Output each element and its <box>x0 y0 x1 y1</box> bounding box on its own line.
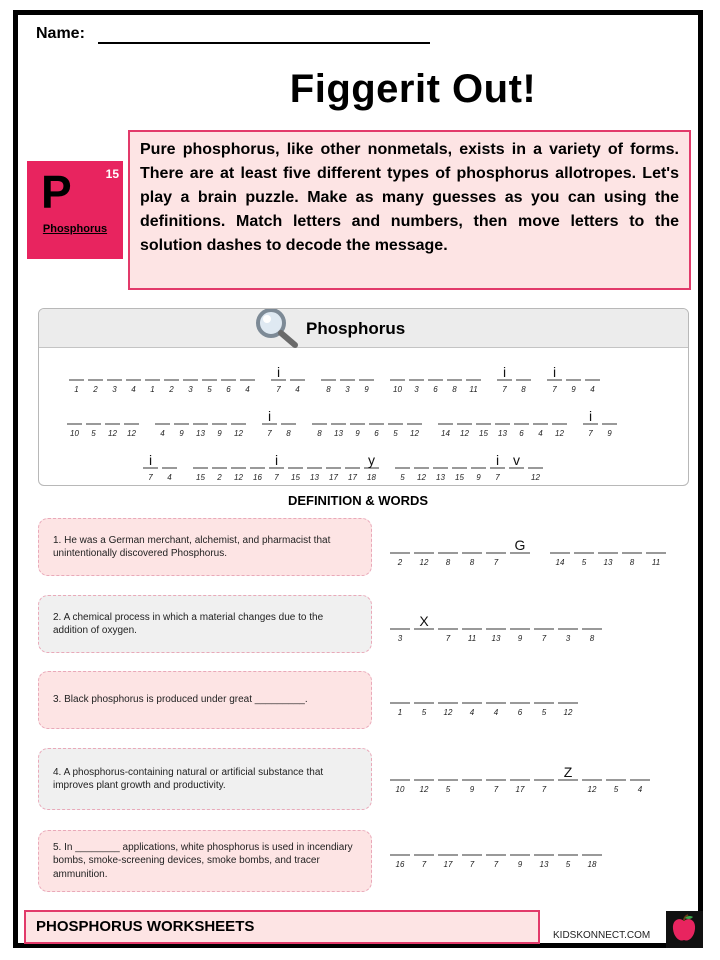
puzzle-number: 1 <box>74 385 79 394</box>
puzzle-blank[interactable] <box>447 380 462 394</box>
answer-4-blank[interactable] <box>606 780 626 794</box>
name-label: Name: <box>36 25 85 42</box>
puzzle-blank[interactable] <box>359 380 374 394</box>
puzzle-blank[interactable] <box>174 424 189 438</box>
answer-5-number: 18 <box>587 860 597 869</box>
answer-4-blank[interactable] <box>462 780 482 794</box>
puzzle-blank[interactable] <box>240 380 255 394</box>
answer-1-blank[interactable] <box>622 553 642 567</box>
puzzle-number: 10 <box>70 429 79 438</box>
clue-1: 1. He was a German merchant, alchemist, and pharmacist that unintentionally discovered Phosphorus. <box>38 518 372 576</box>
puzzle-number: 4 <box>590 385 595 394</box>
answer-4-blank[interactable] <box>414 780 434 794</box>
answer-1-blank[interactable] <box>510 537 530 553</box>
puzzle-blank[interactable] <box>271 364 286 394</box>
puzzle-number: 16 <box>253 473 262 482</box>
magnifier-icon <box>251 308 301 349</box>
puzzle-given-letter: i <box>588 408 593 424</box>
puzzle-blank[interactable] <box>290 380 305 394</box>
puzzle-blank[interactable] <box>86 424 101 438</box>
puzzle-blank[interactable] <box>312 424 327 438</box>
puzzle-blank[interactable] <box>126 380 141 394</box>
puzzle-blank[interactable] <box>164 380 179 394</box>
puzzle-number: 12 <box>531 473 540 482</box>
footer-banner: PHOSPHORUS WORKSHEETS <box>24 910 540 944</box>
puzzle-number: 12 <box>127 429 136 438</box>
logo-badge <box>666 911 703 948</box>
puzzle-blank[interactable] <box>471 468 486 482</box>
puzzle-blank[interactable] <box>67 424 82 438</box>
puzzle-blank[interactable] <box>162 468 177 482</box>
answer-2-blank[interactable] <box>582 629 602 643</box>
puzzle-number: 7 <box>495 473 500 482</box>
answer-2-number: 9 <box>517 634 523 643</box>
puzzle-blank[interactable] <box>476 424 491 438</box>
puzzle-blank[interactable] <box>231 424 246 438</box>
puzzle-number: 5 <box>207 385 212 394</box>
answer-1-number: 8 <box>445 558 451 567</box>
puzzle-blank[interactable] <box>105 424 120 438</box>
page-title: Figgerit Out! <box>289 67 537 111</box>
puzzle-number: 7 <box>552 385 557 394</box>
puzzle-blank[interactable] <box>345 468 360 482</box>
puzzle-blank[interactable] <box>250 468 265 482</box>
puzzle-blank[interactable] <box>585 380 600 394</box>
puzzle-number: 8 <box>326 385 331 394</box>
answer-2-number: 13 <box>491 634 501 643</box>
answer-5-number: 16 <box>395 860 405 869</box>
puzzle-blank[interactable] <box>388 424 403 438</box>
answer-2-number: 7 <box>445 634 451 643</box>
answer-3-number: 5 <box>541 708 547 717</box>
answer-1-blank[interactable] <box>550 553 570 567</box>
answer-1-blank[interactable] <box>462 553 482 567</box>
puzzle-blank[interactable] <box>390 380 405 394</box>
answer-4-number: 12 <box>587 785 597 794</box>
puzzle-blank[interactable] <box>409 380 424 394</box>
answer-4-number: 9 <box>469 785 475 794</box>
answer-5-blank[interactable] <box>462 855 482 869</box>
puzzle-number: 2 <box>169 385 174 394</box>
puzzle-number: 7 <box>502 385 507 394</box>
puzzle-blank[interactable] <box>457 424 472 438</box>
puzzle-blank[interactable] <box>583 408 598 438</box>
answer-2-number: 11 <box>467 634 477 643</box>
puzzle-number: 12 <box>410 429 419 438</box>
puzzle-number: 13 <box>498 429 507 438</box>
puzzle-number: 4 <box>131 385 136 394</box>
puzzle-number: 4 <box>160 429 165 438</box>
puzzle-number: 8 <box>452 385 457 394</box>
puzzle-number: 3 <box>414 385 419 394</box>
answer-1-given-letter: G <box>514 537 526 553</box>
puzzle-blank[interactable] <box>269 452 284 482</box>
answer-4-given-letter: Z <box>563 764 573 780</box>
puzzle-title: Phosphorus <box>306 319 406 338</box>
clue-5: 5. In ________ applications, white phosphorus is used in incendiary bombs, smoke-screening devices, smoke bombs, and tracer ammunition. <box>38 830 372 892</box>
puzzle-number: 12 <box>108 429 117 438</box>
puzzle-number: 10 <box>393 385 402 394</box>
puzzle-number: 3 <box>112 385 117 394</box>
intro-text: Pure phosphorus, like other nonmetals, exists in a variety of forms. There are at least five different types of phosphorus allotropes. Let's play a brain puzzle. Make as many guesses as you can using the definitions. Match letters and numbers, then move letters to the solution dashes to decode the message. <box>128 130 691 290</box>
puzzle-given-letter: i <box>267 408 272 424</box>
puzzle-number: 15 <box>479 429 488 438</box>
puzzle-blank[interactable] <box>514 424 529 438</box>
answer-2-blank[interactable] <box>414 613 434 629</box>
answer-2-blank[interactable] <box>534 629 554 643</box>
answer-2-number: 8 <box>589 634 595 643</box>
answer-5-blank[interactable] <box>390 855 410 869</box>
answer-2-number: 3 <box>397 634 403 643</box>
puzzle-number: 9 <box>607 429 612 438</box>
puzzle-blank[interactable] <box>69 380 84 394</box>
puzzle-blank[interactable] <box>321 380 336 394</box>
answer-3-number: 4 <box>493 708 499 717</box>
answer-4-blank[interactable] <box>558 764 578 780</box>
answer-1-blank[interactable] <box>390 553 410 567</box>
puzzle-number: 2 <box>93 385 98 394</box>
puzzle-number: 15 <box>196 473 205 482</box>
puzzle-number: 12 <box>460 429 469 438</box>
puzzle-number: 6 <box>226 385 231 394</box>
puzzle-number: 7 <box>276 385 281 394</box>
answer-2-number: 3 <box>565 634 571 643</box>
puzzle-blank[interactable] <box>340 380 355 394</box>
answer-5-blank[interactable] <box>510 855 530 869</box>
puzzle-blank[interactable] <box>326 468 341 482</box>
answer-5-number: 13 <box>539 860 549 869</box>
element-number: 15 <box>105 167 119 181</box>
clue-2: 2. A chemical process in which a material changes due to the addition of oxygen. <box>38 595 372 653</box>
puzzle-given-letter: v <box>513 452 520 468</box>
puzzle-blank[interactable] <box>495 424 510 438</box>
puzzle-number: 6 <box>374 429 379 438</box>
puzzle-blank[interactable] <box>193 424 208 438</box>
puzzle-number: 4 <box>167 473 172 482</box>
puzzle-number: 14 <box>441 429 450 438</box>
puzzle-number: 7 <box>148 473 153 482</box>
puzzle-number: 11 <box>469 385 478 394</box>
puzzle-blank[interactable] <box>407 424 422 438</box>
answer-2-number: 7 <box>541 634 547 643</box>
element-tile <box>27 161 123 259</box>
puzzle-blank[interactable] <box>281 424 296 438</box>
answer-1-number: 5 <box>581 558 587 567</box>
puzzle-blank[interactable] <box>124 424 139 438</box>
answer-3-blank[interactable] <box>462 703 482 717</box>
puzzle-number: 8 <box>317 429 322 438</box>
answer-5-blank[interactable] <box>414 855 434 869</box>
answer-1-number: 8 <box>469 558 475 567</box>
puzzle-blank[interactable] <box>466 380 481 394</box>
answer-3-blank[interactable] <box>438 703 458 717</box>
puzzle-number: 13 <box>334 429 343 438</box>
answer-5-blank[interactable] <box>534 855 554 869</box>
answer-5-number: 7 <box>421 860 427 869</box>
answer-3-number: 12 <box>563 708 573 717</box>
puzzle-blank[interactable] <box>307 468 322 482</box>
answer-5-blank[interactable] <box>486 855 506 869</box>
puzzle-number: 7 <box>588 429 593 438</box>
puzzle-number: 17 <box>348 473 357 482</box>
puzzle-given-letter: y <box>368 452 375 468</box>
puzzle-number: 15 <box>455 473 464 482</box>
puzzle-number: 12 <box>234 429 243 438</box>
answer-5-number: 9 <box>517 860 523 869</box>
puzzle-number: 1 <box>150 385 155 394</box>
puzzle-blank[interactable] <box>369 424 384 438</box>
puzzle-blank[interactable] <box>193 468 208 482</box>
puzzle-number: 3 <box>188 385 193 394</box>
answer-2-given-letter: X <box>419 613 429 629</box>
puzzle-number: 9 <box>217 429 222 438</box>
answer-4-number: 5 <box>445 785 451 794</box>
puzzle-number: 8 <box>521 385 526 394</box>
answer-1-number: 8 <box>629 558 635 567</box>
puzzle-blank[interactable] <box>509 452 524 468</box>
puzzle-number: 3 <box>345 385 350 394</box>
puzzle-blank[interactable] <box>433 468 448 482</box>
puzzle-number: 13 <box>310 473 319 482</box>
puzzle-blank[interactable] <box>497 364 512 394</box>
answer-2-blank[interactable] <box>510 629 530 643</box>
clue-4: 4. A phosphorus-containing natural or artificial substance that improves plant growth and productivity. <box>38 748 372 810</box>
answer-4-blank[interactable] <box>582 780 602 794</box>
puzzle-blank[interactable] <box>516 380 531 394</box>
answer-4-blank[interactable] <box>390 780 410 794</box>
element-name: Phosphorus <box>42 223 108 235</box>
answer-5-blank[interactable] <box>438 855 458 869</box>
clue-3: 3. Black phosphorus is produced under great _________. <box>38 671 372 729</box>
puzzle-blank[interactable] <box>155 424 170 438</box>
answer-1-number: 11 <box>651 558 661 567</box>
answer-4-blank[interactable] <box>510 780 530 794</box>
puzzle-number: 9 <box>571 385 576 394</box>
puzzle-number: 12 <box>234 473 243 482</box>
puzzle-number: 9 <box>179 429 184 438</box>
answer-4-number: 5 <box>613 785 619 794</box>
answer-1-blank[interactable] <box>574 553 594 567</box>
answer-1-number: 7 <box>493 558 499 567</box>
answer-5-blank[interactable] <box>558 855 578 869</box>
answer-4-blank[interactable] <box>630 780 650 794</box>
puzzle-number: 9 <box>364 385 369 394</box>
answer-1-number: 13 <box>603 558 613 567</box>
answer-2-blank[interactable] <box>438 629 458 643</box>
answer-1-blank[interactable] <box>598 553 618 567</box>
answer-5-number: 7 <box>493 860 499 869</box>
answer-1-blank[interactable] <box>486 553 506 567</box>
answer-3-blank[interactable] <box>414 703 434 717</box>
puzzle-blank[interactable] <box>202 380 217 394</box>
answer-4-blank[interactable] <box>438 780 458 794</box>
answer-5-number: 17 <box>443 860 453 869</box>
answer-3-number: 12 <box>443 708 453 717</box>
puzzle-number: 2 <box>217 473 222 482</box>
worksheet-page <box>13 10 703 948</box>
puzzle-number: 4 <box>538 429 543 438</box>
puzzle-blank[interactable] <box>528 468 543 482</box>
answer-4-number: 10 <box>395 785 405 794</box>
puzzle-number: 12 <box>417 473 426 482</box>
brand-name: KIDSKONNECT.COM <box>553 930 651 941</box>
puzzle-blank[interactable] <box>428 380 443 394</box>
answer-3-blank[interactable] <box>510 703 530 717</box>
puzzle-blank[interactable] <box>145 380 160 394</box>
puzzle-blank[interactable] <box>88 380 103 394</box>
puzzle-header <box>39 309 688 348</box>
answer-1-blank[interactable] <box>414 553 434 567</box>
puzzle-blank[interactable] <box>414 468 429 482</box>
puzzle-given-letter: i <box>148 452 153 468</box>
puzzle-number: 17 <box>329 473 338 482</box>
puzzle-number: 4 <box>245 385 250 394</box>
puzzle-number: 18 <box>367 473 376 482</box>
puzzle-number: 13 <box>436 473 445 482</box>
puzzle-blank[interactable] <box>183 380 198 394</box>
answer-4-number: 12 <box>419 785 429 794</box>
answer-2-blank[interactable] <box>390 629 410 643</box>
answer-5-number: 7 <box>469 860 475 869</box>
puzzle-number: 5 <box>91 429 96 438</box>
puzzle-blank[interactable] <box>107 380 122 394</box>
puzzle-number: 12 <box>555 429 564 438</box>
answer-3-number: 4 <box>469 708 475 717</box>
answer-2-blank[interactable] <box>558 629 578 643</box>
puzzle-blank[interactable] <box>231 468 246 482</box>
element-symbol: P <box>41 166 72 218</box>
puzzle-blank[interactable] <box>262 408 277 438</box>
answer-4-number: 4 <box>637 785 643 794</box>
puzzle-box <box>38 308 689 486</box>
answer-5-blank[interactable] <box>582 855 602 869</box>
puzzle-blank[interactable] <box>395 468 410 482</box>
puzzle-blank[interactable] <box>602 424 617 438</box>
answer-1-number: 12 <box>419 558 429 567</box>
answer-3-blank[interactable] <box>534 703 554 717</box>
puzzle-given-letter: i <box>495 452 500 468</box>
puzzle-blank[interactable] <box>552 424 567 438</box>
puzzle-blank[interactable] <box>533 424 548 438</box>
puzzle-blank[interactable] <box>288 468 303 482</box>
apple-icon <box>666 911 703 948</box>
answer-1-number: 14 <box>555 558 565 567</box>
puzzle-blank[interactable] <box>364 452 379 482</box>
puzzle-number: 15 <box>291 473 300 482</box>
puzzle-solution-lines[interactable] <box>39 348 689 486</box>
puzzle-blank[interactable] <box>490 452 505 482</box>
puzzle-number: 6 <box>433 385 438 394</box>
answer-4-number: 7 <box>541 785 547 794</box>
puzzle-given-letter: i <box>552 364 557 380</box>
answer-4-number: 17 <box>515 785 525 794</box>
puzzle-blank[interactable] <box>350 424 365 438</box>
puzzle-number: 9 <box>476 473 481 482</box>
answer-1-number: 2 <box>397 558 403 567</box>
puzzle-given-letter: i <box>502 364 507 380</box>
answer-2-blank[interactable] <box>462 629 482 643</box>
answer-1-blank[interactable] <box>438 553 458 567</box>
puzzle-blank[interactable] <box>452 468 467 482</box>
puzzle-blank[interactable] <box>212 468 227 482</box>
puzzle-number: 5 <box>393 429 398 438</box>
answer-3-number: 6 <box>517 708 523 717</box>
puzzle-number: 13 <box>196 429 205 438</box>
answer-3-number: 5 <box>421 708 427 717</box>
answer-1-blank[interactable] <box>646 553 666 567</box>
answer-3-blank[interactable] <box>486 703 506 717</box>
puzzle-number: 6 <box>519 429 524 438</box>
answer-4-blank[interactable] <box>486 780 506 794</box>
answer-3-blank[interactable] <box>558 703 578 717</box>
answer-3-blank[interactable] <box>390 703 410 717</box>
answer-2-blank[interactable] <box>486 629 506 643</box>
answer-5-number: 5 <box>565 860 571 869</box>
answer-4-blank[interactable] <box>534 780 554 794</box>
puzzle-number: 8 <box>286 429 291 438</box>
puzzle-number: 9 <box>355 429 360 438</box>
puzzle-blank[interactable] <box>438 424 453 438</box>
puzzle-number: 5 <box>400 473 405 482</box>
answer-3-number: 1 <box>397 708 403 717</box>
name-input-line[interactable] <box>98 42 430 44</box>
puzzle-blank[interactable] <box>212 424 227 438</box>
puzzle-given-letter: i <box>276 364 281 380</box>
puzzle-number: 7 <box>267 429 272 438</box>
answer-4-number: 7 <box>493 785 499 794</box>
puzzle-blank[interactable] <box>221 380 236 394</box>
puzzle-number: 4 <box>295 385 300 394</box>
puzzle-number: 7 <box>274 473 279 482</box>
puzzle-given-letter: i <box>274 452 279 468</box>
definitions-heading: DEFINITION & WORDS <box>287 493 429 508</box>
puzzle-blank[interactable] <box>566 380 581 394</box>
puzzle-blank[interactable] <box>547 364 562 394</box>
puzzle-blank[interactable] <box>331 424 346 438</box>
puzzle-blank[interactable] <box>143 452 158 482</box>
